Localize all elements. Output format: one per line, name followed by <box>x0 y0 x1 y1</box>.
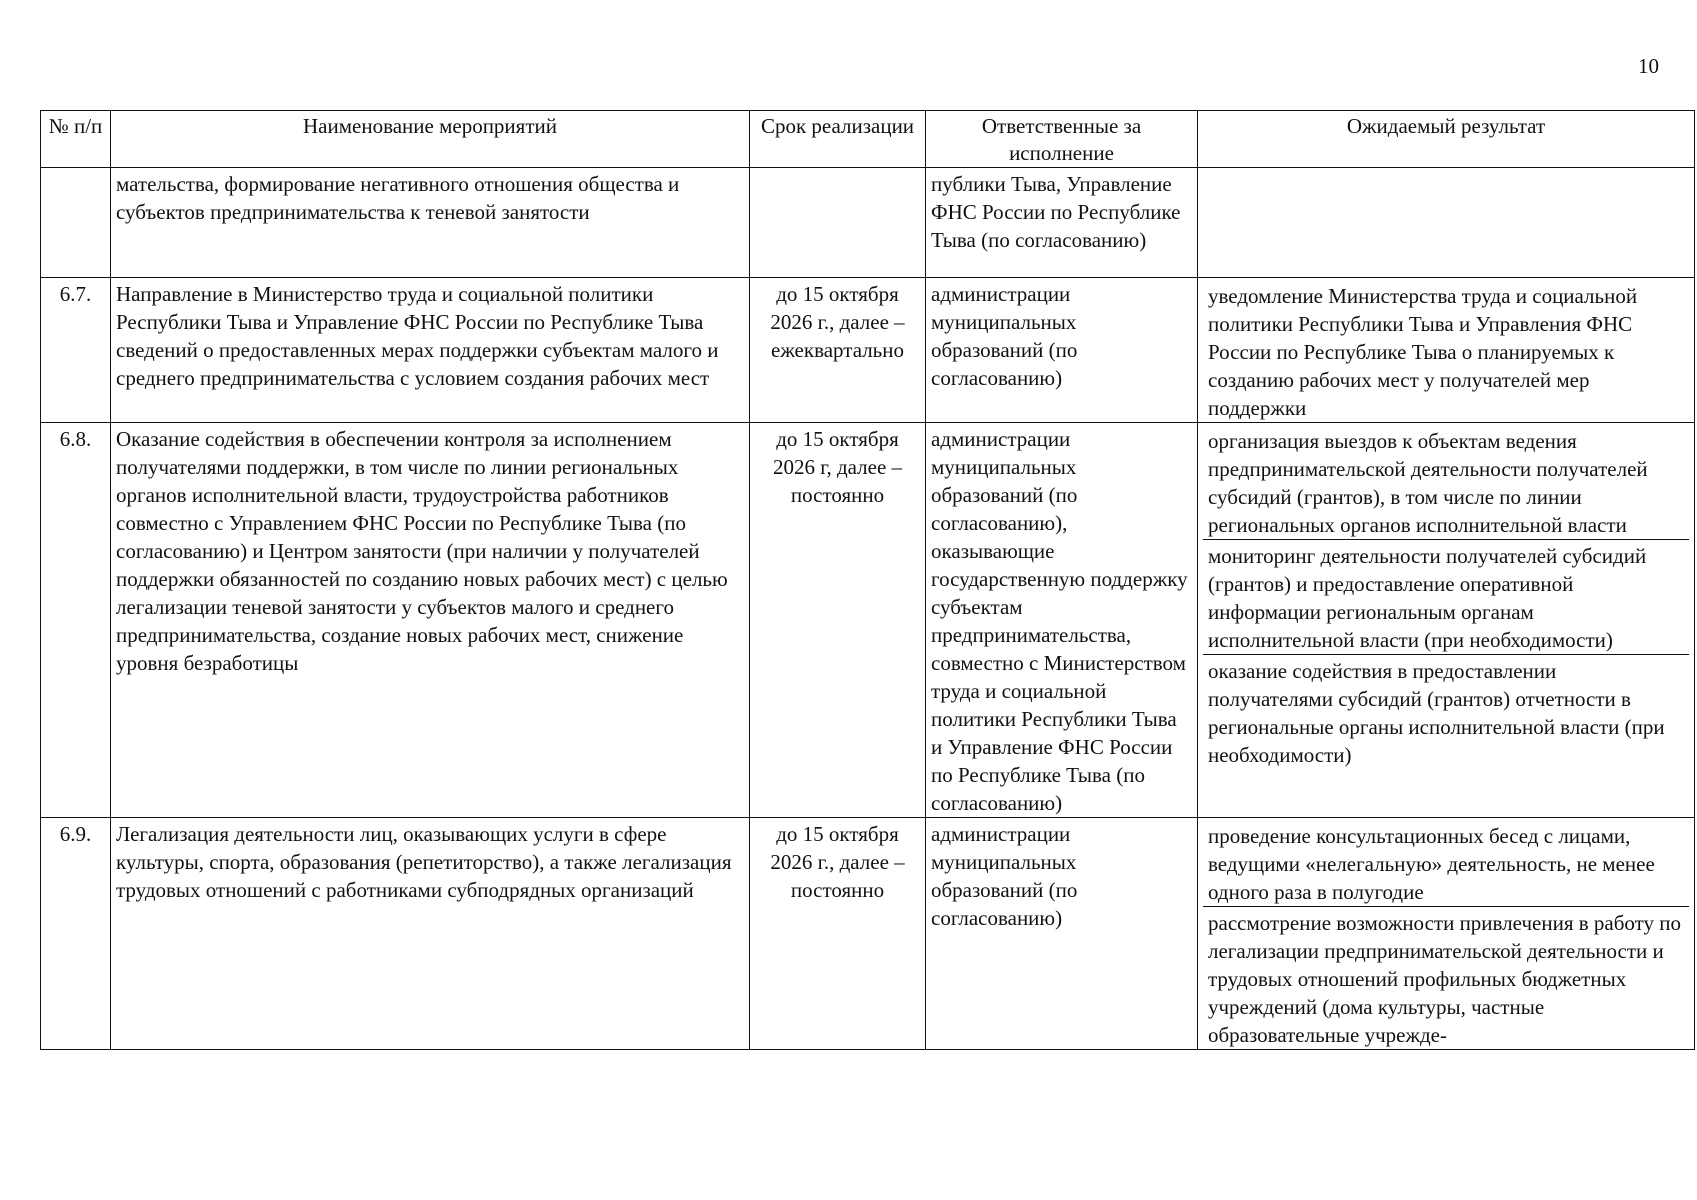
table-row <box>41 168 1695 278</box>
table-row <box>41 278 1695 423</box>
responsible-parties: администрации муниципальных образований (по согласованию) <box>926 818 1198 1050</box>
expected-results <box>1198 818 1695 1050</box>
measure-name: мательства, формирование негативного отношения общества и субъектов предпринимательства к теневой занятости <box>111 168 750 278</box>
header-result: Ожидаемый результат <box>1198 111 1695 168</box>
row-number: 6.9. <box>41 818 111 1050</box>
result-item: проведение консультационных бесед с лицами, ведущими «нелегальную» деятельность, не менее одного раза в полугодие <box>1208 824 1655 904</box>
result-item: организация выездов к объектам ведения предпринимательской деятельности получателей субсидий (грантов), в том числе по линии региональных органов исполнительной власти <box>1208 429 1648 537</box>
measure-name: Направление в Министерство труда и социальной политики Республики Тыва и Управление ФНС России по Республике Тыва сведений о предоставленных мерах поддержки субъектам малого и среднего предпринимательства с условием создания рабочих мест <box>111 278 750 423</box>
expected-results <box>1198 423 1695 818</box>
table-row <box>41 423 1695 818</box>
table-header-row <box>41 111 1695 168</box>
measure-name: Оказание содействия в обеспечении контроля за исполнением получателями поддержки, в том числе по линии региональных органов исполнительной власти, трудоустройства работников совместно с Управлением ФНС России по Республике Тыва (по согласованию) и Центром занятости (при наличии у получателей поддержки обязанностей по созданию новых рабочих мест) с целью легализации теневой занятости у субъектов малого и среднего предпринимательства, создание новых рабочих мест, снижение уровня безработицы <box>111 423 750 818</box>
expected-results <box>1198 278 1695 423</box>
expected-results <box>1198 168 1695 278</box>
responsible-parties: администрации муниципальных образований (по согласованию) <box>926 278 1198 423</box>
row-number: 6.7. <box>41 278 111 423</box>
measure-name: Легализация деятельности лиц, оказывающих услуги в сфере культуры, спорта, образования (репетиторство), а также легализация трудовых отношений с работниками субподрядных организаций <box>111 818 750 1050</box>
implementation-term: до 15 октября 2026 г, далее – постоянно <box>750 423 926 818</box>
table-row <box>41 818 1695 1050</box>
row-number: 6.8. <box>41 423 111 818</box>
result-item: рассмотрение возможности привлечения в работу по легализации предпринимательской деятельности и трудовых отношений профильных бюджетных учреждений (дома культуры, частные образовательные учрежде- <box>1203 906 1689 1049</box>
measures-table <box>40 110 1695 1050</box>
implementation-term: до 15 октября 2026 г., далее – ежеквартально <box>750 278 926 423</box>
result-item: оказание содействия в предоставлении получателями субсидий (грантов) отчетности в региональные органы исполнительной власти (при необходимости) <box>1203 654 1689 769</box>
responsible-parties: администрации муниципальных образований (по согласованию), оказывающие государственную поддержку субъектам предпринимательства, совместно с Министерством труда и социальной политики Республики Тыва и Управление ФНС России по Республике Тыва (по согласованию) <box>926 423 1198 818</box>
header-responsible: Ответственные за исполнение <box>926 111 1198 168</box>
row-number <box>41 168 111 278</box>
result-item <box>1203 170 1689 172</box>
result-item: мониторинг деятельности получателей субсидий (грантов) и предоставление оперативной информации региональным органам исполнительной власти (при необходимости) <box>1203 539 1689 654</box>
header-term: Срок реализации <box>750 111 926 168</box>
header-name: Наименование мероприятий <box>111 111 750 168</box>
implementation-term: до 15 октября 2026 г., далее – постоянно <box>750 818 926 1050</box>
table-body <box>41 168 1695 1050</box>
page-number: 10 <box>1638 54 1659 78</box>
implementation-term <box>750 168 926 278</box>
result-item: уведомление Министерства труда и социальной политики Республики Тыва и Управления ФНС России по Республике Тыва о планируемых к созданию рабочих мест у получателей мер поддержки <box>1208 284 1638 420</box>
responsible-parties: публики Тыва, Управление ФНС России по Республике Тыва (по согласованию) <box>926 168 1198 278</box>
header-num: № п/п <box>41 111 111 168</box>
